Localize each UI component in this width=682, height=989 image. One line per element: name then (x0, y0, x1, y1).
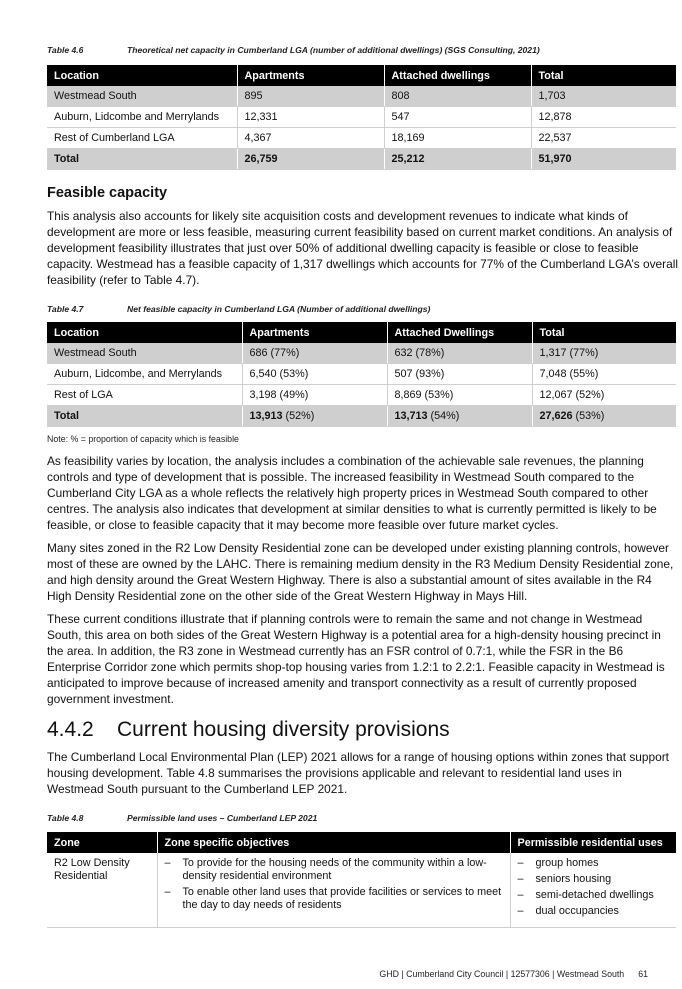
page-footer (379, 969, 648, 979)
table-cell: Auburn, Lidcombe and Merrylands (47, 107, 237, 128)
footer-text: GHD | Cumberland City Council | 12577306 | Westmead South (379, 969, 625, 979)
objectives-cell (157, 853, 510, 928)
table-cell (387, 406, 532, 427)
dash-bullet: – (517, 889, 524, 901)
total-percent: (54%) (427, 410, 460, 422)
section-title: Current housing diversity provisions (117, 718, 450, 741)
table-cell: 4,367 (237, 128, 384, 149)
list-item (165, 857, 503, 883)
table-row (47, 853, 676, 928)
table-header-row (47, 322, 676, 343)
total-value: 13,913 (249, 410, 283, 422)
column-header: Attached Dwellings (387, 322, 532, 343)
list-item (518, 873, 670, 886)
table-cell: Auburn, Lidcombe, and Merrylands (47, 364, 242, 385)
list-item (165, 886, 503, 912)
objectives-list (165, 857, 503, 912)
table-header-row (47, 832, 676, 853)
table-cell: 1,317 (77%) (532, 343, 676, 364)
table-cell: 686 (77%) (242, 343, 387, 364)
table-cell (242, 406, 387, 427)
table-cell: Rest of Cumberland LGA (47, 128, 237, 149)
total-percent: (53%) (572, 410, 605, 422)
table-cell: 51,970 (531, 149, 676, 170)
dash-bullet: – (517, 857, 524, 869)
paragraph: As feasibility varies by location, the analysis includes a combination of the achievable sale revenues, the planning controls and type of development that is possible. The increased feasibility in Westmead South compared to the Cumberland City LGA as a whole reflects the relatively high property prices in Westmead South compared to other centres. The analysis also indicates that development at similar densities to what is currently permitted is likely to be feasible, or close to feasible capacity that it may become more feasible over future market cycles. (47, 454, 657, 532)
paragraph: Many sites zoned in the R2 Low Density Residential zone can be developed under existing planning controls, however most of these are owned by the LAHC. There is remaining medium density in the R3 Medium Density Residential zone, and high density around the Great Western Highway. There is also a substantial amount of sites available in the R4 High Density Residential zone on the other side of the Great Western Highway in Mays Hill. (47, 541, 674, 603)
table-row (47, 86, 676, 107)
table-4-7 (47, 322, 676, 427)
table-4-8-caption (47, 813, 317, 823)
table-4-6 (47, 65, 676, 170)
column-header: Zone specific objectives (157, 832, 510, 853)
list-item-text: group homes (535, 857, 599, 869)
table-cell: 507 (93%) (387, 364, 532, 385)
table-cell: 632 (78%) (387, 343, 532, 364)
table-header-row (47, 65, 676, 86)
column-header: Location (47, 65, 237, 86)
table-cell: 7,048 (55%) (532, 364, 676, 385)
table-4-8 (47, 832, 676, 928)
paragraph: These current conditions illustrate that if planning controls were to remain the same and not change in Westmead South, this area on both sides of the Great Western Highway is a potential area for a high-density housing precinct in the area. In addition, the R3 zone in Westmead currently has an FSR control of 0.7:1, while the FSR in the B6 Enterprise Corridor zone which permits shop-top housing varies from 1.2:1 to 2.2:1. Feasible capacity in Westmead is anticipated to improve because of increased amenity and transport connectivity as a result of currently proposed government investment. (47, 612, 665, 706)
dash-bullet: – (517, 905, 524, 917)
total-percent: (52%) (282, 410, 315, 422)
table-row (47, 385, 676, 406)
table-number: Table 4.6 (47, 45, 84, 55)
table-number: Table 4.7 (47, 304, 84, 314)
column-header: Zone (47, 832, 157, 853)
total-value: 13,713 (394, 410, 428, 422)
column-header: Permissible residential uses (510, 832, 676, 853)
column-header: Apartments (237, 65, 384, 86)
table-cell: 18,169 (384, 128, 531, 149)
list-item (518, 905, 670, 918)
table-cell: 8,869 (53%) (387, 385, 532, 406)
list-item-text: To provide for the housing needs of the community within a low-density residential environment (182, 857, 487, 882)
table-4-7-caption (47, 304, 430, 314)
zone-cell: R2 Low Density Residential (47, 853, 157, 928)
table-caption-text: Theoretical net capacity in Cumberland LGA (number of additional dwellings) (SGS Consulting, 2021) (127, 45, 540, 55)
table-total-row (47, 406, 676, 427)
table-row (47, 364, 676, 385)
table-cell: 12,067 (52%) (532, 385, 676, 406)
list-item-text: dual occupancies (535, 905, 619, 917)
table-cell: 25,212 (384, 149, 531, 170)
paragraph: This analysis also accounts for likely site acquisition costs and development revenues to indicate what kinds of development are more or less feasible, measuring current feasibility based on current market conditions. An analysis of development feasibility illustrates that just over 50% of additional dwelling capacity is feasible or close to feasible capacity. Westmead has a feasible capacity of 1,317 dwellings which accounts for 77% of the Cumberland LGA’s overall feasibility (refer to Table 4.7). (47, 209, 678, 287)
column-header: Attached dwellings (384, 65, 531, 86)
uses-list (518, 857, 670, 918)
column-header: Total (532, 322, 676, 343)
dash-bullet: – (164, 857, 171, 869)
table-note: Note: % = proportion of capacity which is feasible (47, 434, 239, 444)
table-cell: 3,198 (49%) (242, 385, 387, 406)
column-header: Location (47, 322, 242, 343)
table-cell: 895 (237, 86, 384, 107)
dash-bullet: – (517, 873, 524, 885)
table-caption-text: Permissible land uses – Cumberland LEP 2021 (127, 813, 318, 823)
table-cell: 26,759 (237, 149, 384, 170)
table-number: Table 4.8 (47, 813, 84, 823)
list-item-text: semi-detached dwellings (535, 889, 654, 901)
column-header: Total (531, 65, 676, 86)
table-cell: 547 (384, 107, 531, 128)
dash-bullet: – (164, 886, 171, 898)
table-row (47, 343, 676, 364)
table-cell: Total (47, 406, 242, 427)
total-value: 27,626 (539, 410, 573, 422)
table-cell (532, 406, 676, 427)
table-cell: Rest of LGA (47, 385, 242, 406)
table-cell: 1,703 (531, 86, 676, 107)
section-number: 4.4.2 (47, 718, 94, 741)
table-cell: 12,878 (531, 107, 676, 128)
table-caption-text: Net feasible capacity in Cumberland LGA (Number of additional dwellings) (127, 304, 431, 314)
table-row (47, 107, 676, 128)
column-header: Apartments (242, 322, 387, 343)
table-total-row (47, 149, 676, 170)
list-item-text: To enable other land uses that provide facilities or services to meet the day to day needs of residents (182, 886, 502, 911)
table-cell: 808 (384, 86, 531, 107)
table-cell: 12,331 (237, 107, 384, 128)
section-heading-4-4-2 (47, 718, 450, 742)
list-item (518, 857, 670, 870)
uses-cell (510, 853, 676, 928)
list-item (518, 889, 670, 902)
table-cell: Westmead South (47, 86, 237, 107)
table-cell: Total (47, 149, 237, 170)
page-number: 61 (638, 969, 648, 979)
table-cell: 6,540 (53%) (242, 364, 387, 385)
table-row (47, 128, 676, 149)
table-cell: 22,537 (531, 128, 676, 149)
section-heading: Feasible capacity (47, 185, 168, 201)
table-4-6-caption (47, 45, 540, 55)
list-item-text: seniors housing (535, 873, 612, 885)
paragraph: The Cumberland Local Environmental Plan (LEP) 2021 allows for a range of housing options within zones that support housing development. Table 4.8 summarises the provisions applicable and relevant to residential land uses in Westmead South pursuant to the Cumberland LEP 2021. (47, 750, 669, 796)
table-cell: Westmead South (47, 343, 242, 364)
